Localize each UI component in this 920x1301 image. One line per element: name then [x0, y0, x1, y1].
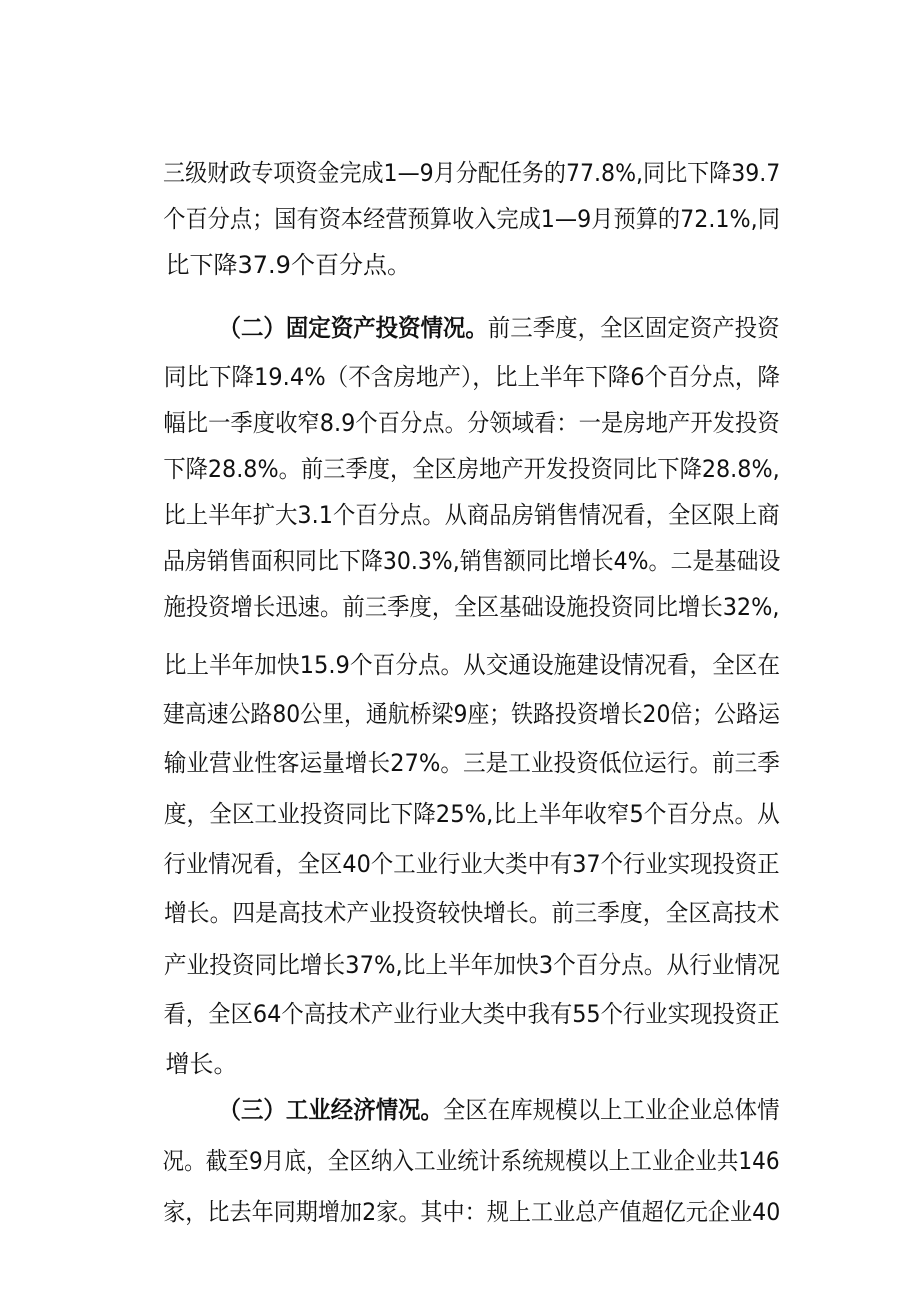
text-line	[135, 199, 411, 279]
text-line	[135, 1095, 780, 1175]
text-line	[135, 847, 780, 927]
text-run: 度，全区工业投资同比下降25%,比上半年收窄5个百分点。从	[163, 800, 780, 828]
text-line	[135, 357, 780, 437]
text-line	[135, 153, 780, 233]
text-run: 比上半年加快15.9个百分点。从交通设施建设情况看，全区在	[163, 651, 780, 679]
section-heading-line	[190, 262, 780, 342]
text-line	[135, 311, 781, 391]
text-run: 增长。	[165, 1050, 238, 1078]
text-line	[135, 948, 780, 1028]
text-run: 家，比去年同期增加2家。其中：规上工业总产值超亿元企业40	[163, 1198, 781, 1226]
text-run: 输业营业性客运量增长27%。三是工业投资低位运行。前三季	[163, 749, 780, 777]
text-run: 施投资增长迅速。前三季度，全区基础设施投资同比增长32%,	[163, 593, 780, 621]
text-run: 同比下降19.4%（不含房地产），比上半年下降6个百分点，降	[163, 363, 781, 391]
text-line	[135, 648, 780, 728]
text-run: 个百分点；国有资本经营预算收入完成1—9月预算的72.1%,同	[163, 205, 780, 233]
text-run: 看，全区64个高技术产业行业大类中我有55个行业实现投资正	[163, 1000, 780, 1028]
text-run: 行业情况看，全区40个工业行业大类中有37个行业实现投资正	[163, 850, 780, 878]
text-run: 下降28.8%。前三季度，全区房地产开发投资同比下降28.8%,	[163, 455, 780, 483]
text-line	[135, 748, 780, 828]
text-run: 建高速公路80公里，通航桥梁9座；铁路投资增长20倍；公路运	[162, 700, 780, 728]
text-run: 增长。四是高技术产业投资较快增长。前三季度，全区高技术	[163, 899, 780, 927]
section-heading-line	[190, 1044, 780, 1124]
section-heading: （三）工业经济情况。	[218, 1096, 443, 1124]
text-line	[135, 599, 780, 679]
text-run: 幅比一季度收窄8.9个百分点。分领域看：一是房地产开发投资	[163, 409, 780, 437]
text-run: 比上半年扩大3.1个百分点。从商品房销售情况看，全区限上商	[163, 501, 780, 529]
text-line	[135, 541, 780, 621]
text-run: 况。截至9月底，全区纳入工业统计系统规模以上工业企业共146	[162, 1147, 780, 1175]
text-line	[135, 798, 780, 878]
text-run: 品房销售面积同比下降30.3%,销售额同比增长4%。二是基础设	[162, 547, 781, 575]
text-line	[135, 899, 780, 979]
text-run: 前三季度，全区固定资产投资	[487, 314, 780, 342]
text-line	[135, 1146, 781, 1226]
section-heading: （二）固定资产投资情况。	[218, 314, 488, 342]
text-run: 全区在库规模以上工业企业总体情	[442, 1096, 780, 1124]
text-line	[135, 697, 780, 777]
text-line	[135, 107, 781, 187]
text-run: 三级财政专项资金完成1—9月分配任务的77.8%,同比下降39.7	[163, 159, 781, 187]
text-line	[135, 449, 780, 529]
text-line	[135, 403, 780, 483]
text-line	[135, 495, 781, 575]
text-run: 产业投资同比增长37%,比上半年加快3个百分点。从行业情况	[163, 951, 780, 979]
text-run: 比下降37.9个百分点。	[165, 251, 411, 279]
text-line	[135, 998, 238, 1078]
